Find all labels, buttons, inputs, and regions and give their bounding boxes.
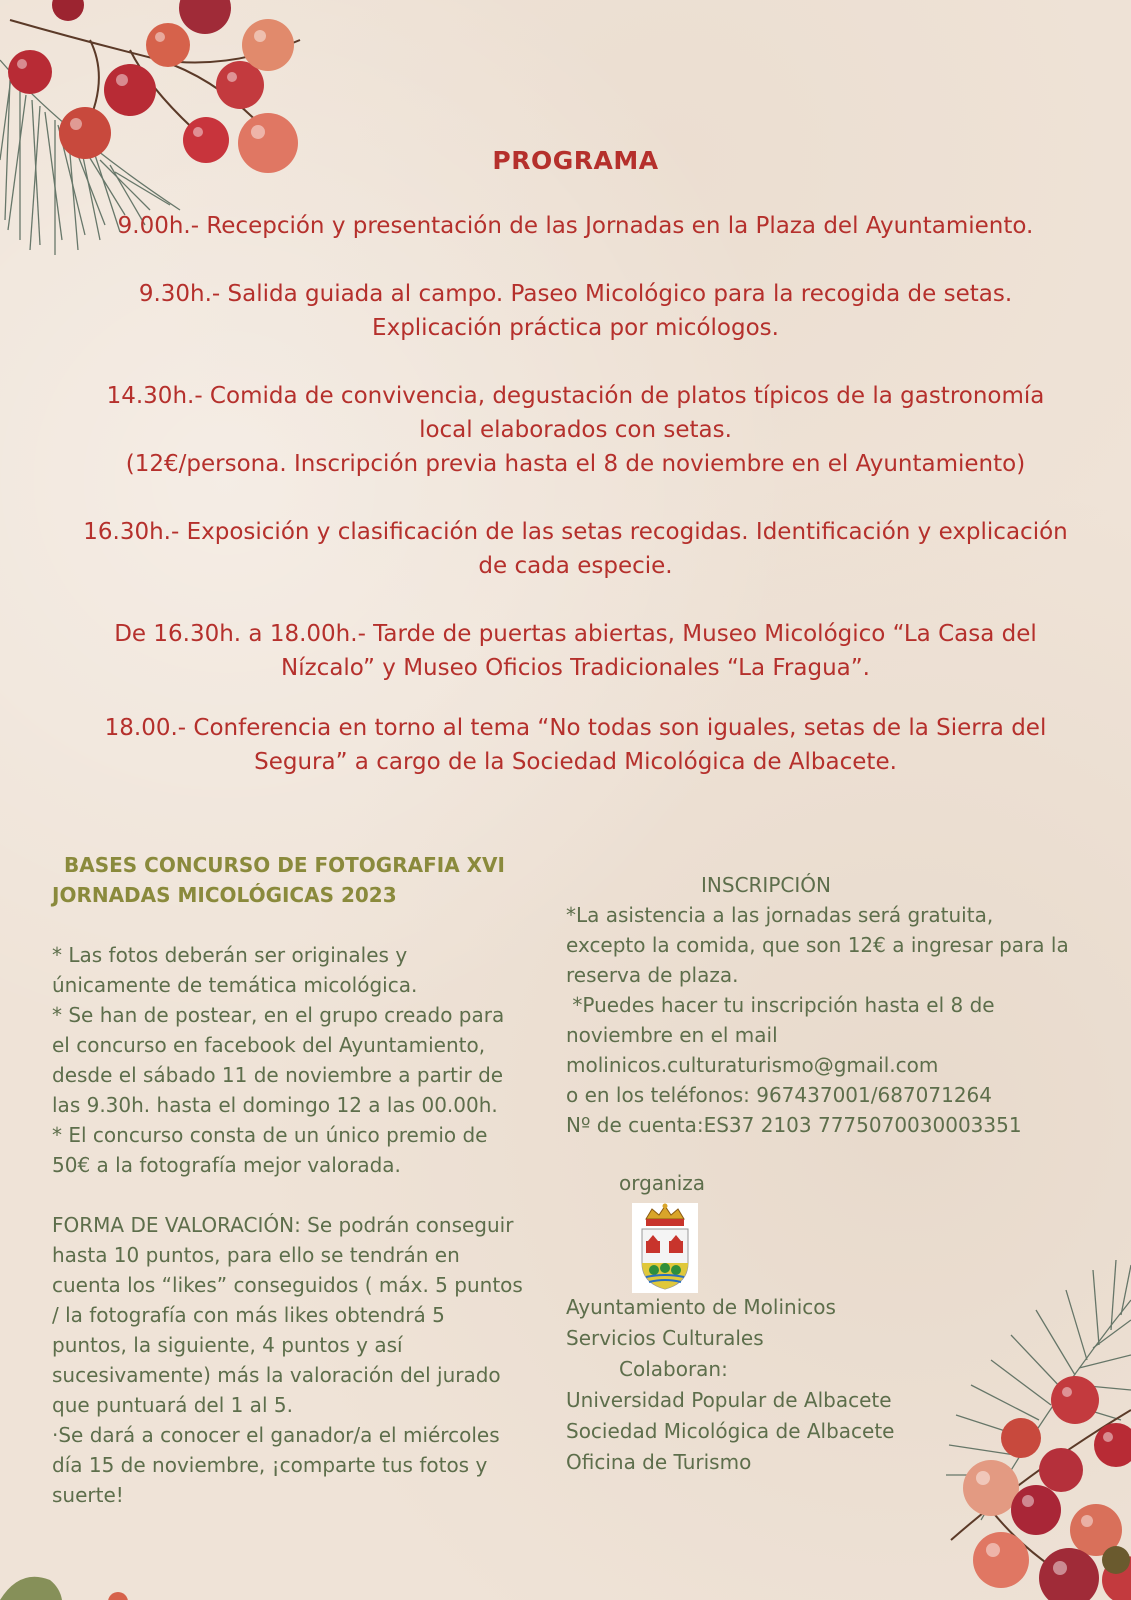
inscripcion-line: reserva de plaza. — [566, 963, 739, 987]
program-line: 14.30h.- Comida de convivencia, degustación de platos típicos de la gastronomía — [106, 383, 1045, 409]
inscripcion-account: Nº de cuenta:ES37 2103 7775070030003351 — [566, 1113, 1022, 1137]
contest-title-line: JORNADAS MICOLÓGICAS 2023 — [52, 883, 397, 907]
contest-rule-line: únicamente de temática micológica. — [52, 973, 418, 997]
inscripcion-line: noviembre en el mail — [566, 1023, 778, 1047]
program-line: 18.00.- Conferencia en torno al tema “No todas son iguales, setas de la Sierra del — [104, 715, 1047, 741]
colaboran-label: Colaboran: — [619, 1357, 728, 1381]
contest-rule-line: 50€ a la fotografía mejor valorada. — [52, 1153, 401, 1177]
valoracion-line: ·Se dará a conocer el ganador/a el miércoles — [52, 1423, 500, 1447]
coat-of-arms-logo — [632, 1203, 698, 1293]
inscripcion-line: excepto la comida, que son 12€ a ingresar para la — [566, 933, 1069, 957]
valoracion-line: cuenta los “likes” conseguidos ( máx. 5 puntos — [52, 1273, 523, 1297]
contest-title-line: BASES CONCURSO DE FOTOGRAFIA XVI — [64, 853, 505, 877]
inscripcion-title: INSCRIPCIÓN — [701, 873, 831, 897]
program-item — [60, 617, 1091, 685]
inscripcion-body — [566, 900, 1086, 1140]
chestnut-decoration-bottom-left — [0, 1560, 140, 1600]
valoracion-line: hasta 10 puntos, para ello se tendrán en — [52, 1243, 460, 1267]
valoracion-line: día 15 de noviembre, ¡comparte tus fotos y — [52, 1453, 488, 1477]
program-line: (12€/persona. Inscripción previa hasta el 8 de noviembre en el Ayuntamiento) — [125, 451, 1026, 477]
program-title: PROGRAMA — [492, 146, 659, 175]
colaborador-item: Sociedad Micológica de Albacete — [566, 1419, 895, 1443]
program-line: Nízcalo” y Museo Oficios Tradicionales “La Fragua”. — [281, 655, 870, 681]
valoracion-line: sucesivamente) más la valoración del jurado — [52, 1363, 501, 1387]
contest-rule-line: el concurso en facebook del Ayuntamiento, — [52, 1033, 486, 1057]
valoracion-line: suerte! — [52, 1483, 124, 1507]
organiza-label: organiza — [619, 1171, 706, 1195]
program-item — [60, 711, 1091, 779]
program-line: local elaborados con setas. — [419, 417, 732, 443]
program-item — [60, 277, 1091, 345]
program-item — [60, 379, 1091, 481]
contest-rule-line: * Se han de postear, en el grupo creado para — [52, 1003, 505, 1027]
contest-section — [52, 850, 532, 1510]
contest-rule-line: * El concurso consta de un único premio de — [52, 1123, 488, 1147]
organizer-line: Servicios Culturales — [566, 1326, 764, 1350]
valoracion-line: FORMA DE VALORACIÓN: Se podrán conseguir — [52, 1213, 514, 1237]
contest-rules — [52, 940, 532, 1180]
program-line: 16.30h.- Exposición y clasificación de las setas recogidas. Identificación y explicación — [83, 519, 1068, 545]
program-line: 9.00h.- Recepción y presentación de las Jornadas en la Plaza del Ayuntamiento. — [117, 213, 1034, 239]
contest-title — [52, 850, 532, 910]
colaborador-item: Universidad Popular de Albacete — [566, 1388, 892, 1412]
inscripcion-line: *Puedes hacer tu inscripción hasta el 8 de — [566, 993, 995, 1017]
inscripcion-line: *La asistencia a las jornadas será gratuita, — [566, 903, 994, 927]
program-line: De 16.30h. a 18.00h.- Tarde de puertas abiertas, Museo Micológico “La Casa del — [114, 621, 1037, 647]
valoracion-line: que puntuará del 1 al 5. — [52, 1393, 293, 1417]
inscripcion-section — [566, 870, 1086, 1140]
program-line: 9.30h.- Salida guiada al campo. Paseo Micológico para la recogida de setas. — [138, 281, 1013, 307]
organizer-line: Ayuntamiento de Molinicos — [566, 1295, 836, 1319]
program-item — [60, 209, 1091, 243]
program-section — [60, 146, 1091, 779]
organiza-section — [566, 1168, 966, 1478]
program-line: Segura” a cargo de la Sociedad Micológica de Albacete. — [254, 749, 897, 775]
valoracion-line: / la fotografía con más likes obtendrá 5 — [52, 1303, 445, 1327]
coat-spacer — [566, 1199, 966, 1292]
inscripcion-phones: o en los teléfonos: 967437001/687071264 — [566, 1083, 992, 1107]
valoracion-line: puntos, la siguiente, 4 puntos y así — [52, 1333, 403, 1357]
program-line: Explicación práctica por micólogos. — [372, 315, 779, 341]
program-line: de cada especie. — [478, 553, 673, 579]
inscripcion-email: molinicos.culturaturismo@gmail.com — [566, 1053, 939, 1077]
contest-valoracion — [52, 1210, 532, 1510]
contest-rule-line: desde el sábado 11 de noviembre a partir de — [52, 1063, 504, 1087]
program-item — [60, 515, 1091, 583]
contest-rule-line: * Las fotos deberán ser originales y — [52, 943, 408, 967]
contest-rule-line: las 9.30h. hasta el domingo 12 a las 00.00h. — [52, 1093, 498, 1117]
colaborador-item: Oficina de Turismo — [566, 1450, 752, 1474]
